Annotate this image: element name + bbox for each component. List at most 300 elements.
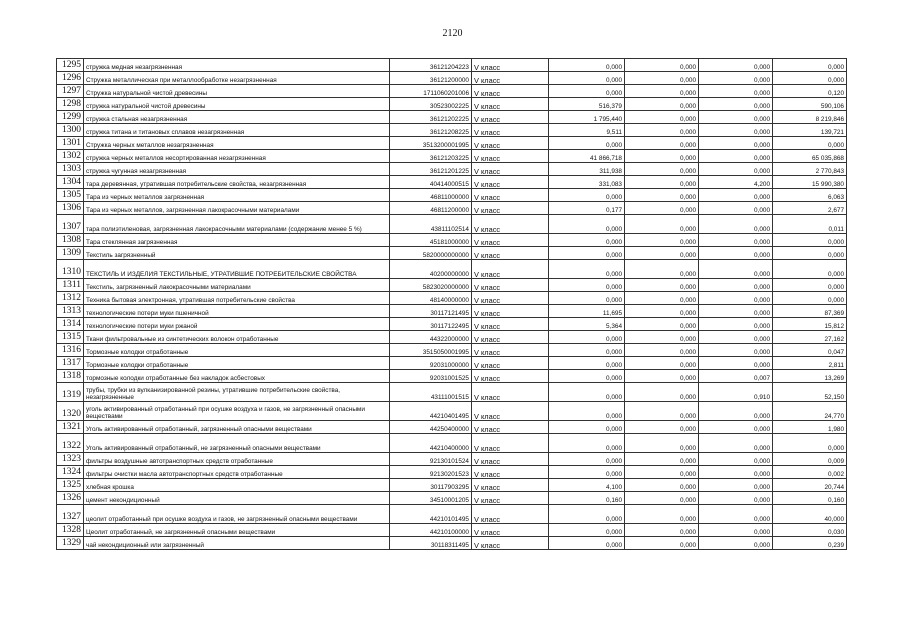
hazard-class: V класс	[472, 318, 549, 331]
hazard-class: V класс	[472, 357, 549, 370]
waste-name: цеолит отработанный при осушке воздуха и газов, не загрязненный опасными веществами	[84, 505, 390, 524]
hazard-class: V класс	[472, 85, 549, 98]
value-4: 13,269	[773, 370, 847, 383]
row-number: 1311	[57, 279, 84, 292]
waste-name: Тормозные колодки отработанные	[84, 357, 390, 370]
row-number: 1299	[57, 111, 84, 124]
table-row	[57, 247, 847, 260]
waste-code: 45181000000	[390, 234, 472, 247]
waste-name: стружка черных металлов несортированная незагрязненная	[84, 150, 390, 163]
value-1: 0,000	[549, 370, 625, 383]
hazard-class: V класс	[472, 537, 549, 550]
waste-name: Тара из черных металлов, загрязненная лакокрасочными материалами	[84, 202, 390, 215]
waste-name: чай некондиционный или загрязненный	[84, 537, 390, 550]
value-1: 0,000	[549, 72, 625, 85]
waste-name: хлебная крошка	[84, 479, 390, 492]
value-2: 0,000	[625, 202, 699, 215]
value-4: 24,770	[773, 402, 847, 421]
value-1: 0,000	[549, 247, 625, 260]
table-row	[57, 357, 847, 370]
waste-name: Тара из черных металлов загрязненная	[84, 189, 390, 202]
value-3: 0,000	[699, 234, 773, 247]
hazard-class: V класс	[472, 176, 549, 189]
value-3: 4,200	[699, 176, 773, 189]
value-2: 0,000	[625, 234, 699, 247]
value-1: 311,938	[549, 163, 625, 176]
waste-code: 36121200000	[390, 72, 472, 85]
waste-code: 92031001525	[390, 370, 472, 383]
value-3: 0,000	[699, 59, 773, 72]
value-4: 52,150	[773, 383, 847, 402]
row-number: 1317	[57, 357, 84, 370]
value-4: 0,120	[773, 85, 847, 98]
value-3: 0,910	[699, 383, 773, 402]
row-number: 1307	[57, 215, 84, 234]
hazard-class: V класс	[472, 260, 549, 279]
waste-code: 92130201523	[390, 466, 472, 479]
value-1: 0,000	[549, 434, 625, 453]
waste-name: тара полиэтиленовая, загрязненная лакокрасочными материалами (содержание менее 5 %)	[84, 215, 390, 234]
waste-name: фильтры воздушные автотранспортных средств отработанные	[84, 453, 390, 466]
waste-name: Текстиль, загрязненный лакокрасочными материалами	[84, 279, 390, 292]
hazard-class: V класс	[472, 98, 549, 111]
table-row	[57, 305, 847, 318]
value-2: 0,000	[625, 357, 699, 370]
value-3: 0,000	[699, 402, 773, 421]
value-2: 0,000	[625, 189, 699, 202]
value-2: 0,000	[625, 260, 699, 279]
table-row	[57, 505, 847, 524]
value-2: 0,000	[625, 344, 699, 357]
hazard-class: V класс	[472, 59, 549, 72]
value-4: 0,011	[773, 215, 847, 234]
hazard-class: V класс	[472, 292, 549, 305]
table-row	[57, 150, 847, 163]
row-number: 1303	[57, 163, 84, 176]
hazard-class: V класс	[472, 370, 549, 383]
value-2: 0,000	[625, 318, 699, 331]
value-4: 0,000	[773, 234, 847, 247]
waste-code: 44210400000	[390, 434, 472, 453]
waste-code: 30117122495	[390, 318, 472, 331]
waste-name: Стружка натуральной чистой древесины	[84, 85, 390, 98]
value-1: 41 866,718	[549, 150, 625, 163]
value-1: 0,177	[549, 202, 625, 215]
value-1: 0,000	[549, 402, 625, 421]
page-number: 2120	[442, 28, 463, 39]
value-1: 0,000	[549, 215, 625, 234]
waste-code: 44210401495	[390, 402, 472, 421]
table-row	[57, 434, 847, 453]
table-row	[57, 85, 847, 98]
value-2: 0,000	[625, 305, 699, 318]
value-1: 0,000	[549, 524, 625, 537]
value-2: 0,000	[625, 434, 699, 453]
value-4: 87,369	[773, 305, 847, 318]
value-2: 0,000	[625, 383, 699, 402]
waste-name: Тара стеклянная загрязненная	[84, 234, 390, 247]
waste-name: стружка титана и титановых сплавов незагрязненная	[84, 124, 390, 137]
table-row	[57, 124, 847, 137]
value-1: 0,000	[549, 234, 625, 247]
waste-code: 46811200000	[390, 202, 472, 215]
table-row	[57, 59, 847, 72]
row-number: 1312	[57, 292, 84, 305]
value-3: 0,000	[699, 318, 773, 331]
value-1: 0,000	[549, 260, 625, 279]
row-number: 1313	[57, 305, 84, 318]
value-3: 0,000	[699, 150, 773, 163]
value-2: 0,000	[625, 492, 699, 505]
value-1: 5,364	[549, 318, 625, 331]
hazard-class: V класс	[472, 150, 549, 163]
value-4: 15 990,380	[773, 176, 847, 189]
hazard-class: V класс	[472, 111, 549, 124]
waste-code: 44322000000	[390, 331, 472, 344]
waste-code: 44250400000	[390, 421, 472, 434]
hazard-class: V класс	[472, 215, 549, 234]
value-3: 0,000	[699, 524, 773, 537]
value-4: 65 035,868	[773, 150, 847, 163]
waste-name: тормозные колодки отработанные без накладок асбестовых	[84, 370, 390, 383]
value-3: 0,000	[699, 344, 773, 357]
value-2: 0,000	[625, 163, 699, 176]
value-2: 0,000	[625, 247, 699, 260]
table-row	[57, 402, 847, 421]
hazard-class: V класс	[472, 234, 549, 247]
row-number: 1316	[57, 344, 84, 357]
waste-name: Уголь активированный отработанный, загрязненный опасными веществами	[84, 421, 390, 434]
value-4: 0,000	[773, 59, 847, 72]
waste-name: Текстиль загрязненный	[84, 247, 390, 260]
value-4: 1,980	[773, 421, 847, 434]
value-1: 0,000	[549, 453, 625, 466]
value-4: 27,162	[773, 331, 847, 344]
waste-code: 48140000000	[390, 292, 472, 305]
hazard-class: V класс	[472, 189, 549, 202]
value-3: 0,000	[699, 85, 773, 98]
value-4: 0,000	[773, 434, 847, 453]
value-3: 0,000	[699, 279, 773, 292]
value-3: 0,007	[699, 370, 773, 383]
value-1: 0,000	[549, 357, 625, 370]
waste-code: 44210101495	[390, 505, 472, 524]
value-2: 0,000	[625, 279, 699, 292]
waste-name: технологические потери муки пшеничной	[84, 305, 390, 318]
table-row	[57, 466, 847, 479]
value-4: 590,106	[773, 98, 847, 111]
value-3: 0,000	[699, 505, 773, 524]
value-2: 0,000	[625, 524, 699, 537]
table-row	[57, 383, 847, 402]
waste-code: 40414000515	[390, 176, 472, 189]
value-4: 2,677	[773, 202, 847, 215]
value-3: 0,000	[699, 331, 773, 344]
table-row	[57, 98, 847, 111]
value-4: 0,000	[773, 260, 847, 279]
value-2: 0,000	[625, 505, 699, 524]
row-number: 1297	[57, 85, 84, 98]
value-2: 0,000	[625, 479, 699, 492]
waste-code: 34510001205	[390, 492, 472, 505]
waste-code: 43111001515	[390, 383, 472, 402]
hazard-class: V класс	[472, 383, 549, 402]
hazard-class: V класс	[472, 479, 549, 492]
hazard-class: V класс	[472, 492, 549, 505]
value-4: 8 219,846	[773, 111, 847, 124]
value-3: 0,000	[699, 466, 773, 479]
row-number: 1300	[57, 124, 84, 137]
row-number: 1304	[57, 176, 84, 189]
value-2: 0,000	[625, 331, 699, 344]
waste-name: Стружка металлическая при металлообработке незагрязненная	[84, 72, 390, 85]
waste-code: 30117121495	[390, 305, 472, 318]
value-1: 0,000	[549, 85, 625, 98]
value-1: 11,695	[549, 305, 625, 318]
value-1: 0,000	[549, 421, 625, 434]
table-row	[57, 524, 847, 537]
table-row	[57, 453, 847, 466]
hazard-class: V класс	[472, 124, 549, 137]
row-number: 1325	[57, 479, 84, 492]
row-number: 1320	[57, 402, 84, 421]
waste-code: 40200000000	[390, 260, 472, 279]
table-row	[57, 215, 847, 234]
value-1: 0,000	[549, 466, 625, 479]
row-number: 1296	[57, 72, 84, 85]
value-1: 9,511	[549, 124, 625, 137]
value-1: 0,000	[549, 189, 625, 202]
row-number: 1308	[57, 234, 84, 247]
row-number: 1321	[57, 421, 84, 434]
table-row	[57, 72, 847, 85]
value-4: 20,744	[773, 479, 847, 492]
waste-name: трубы, трубки из вулканизированной резины, утратившие потребительские свойства, незагрязненные	[84, 383, 390, 402]
value-3: 0,000	[699, 163, 773, 176]
table-row	[57, 176, 847, 189]
waste-code: 30117903295	[390, 479, 472, 492]
hazard-class: V класс	[472, 344, 549, 357]
waste-name: ТЕКСТИЛЬ И ИЗДЕЛИЯ ТЕКСТИЛЬНЫЕ, УТРАТИВШИЕ ПОТРЕБИТЕЛЬСКИЕ СВОЙСТВА	[84, 260, 390, 279]
waste-name: Ткани фильтровальные из синтетических волокон отработанные	[84, 331, 390, 344]
waste-name: стружка чугунная незагрязненная	[84, 163, 390, 176]
value-2: 0,000	[625, 111, 699, 124]
waste-code: 36121203225	[390, 150, 472, 163]
waste-name: Цеолит отработанный, не загрязненный опасными веществами	[84, 524, 390, 537]
row-number: 1309	[57, 247, 84, 260]
value-2: 0,000	[625, 85, 699, 98]
waste-code: 30118311495	[390, 537, 472, 550]
waste-code: 36121208225	[390, 124, 472, 137]
table-row	[57, 279, 847, 292]
value-1: 0,000	[549, 279, 625, 292]
value-3: 0,000	[699, 111, 773, 124]
table-row	[57, 163, 847, 176]
table-row	[57, 331, 847, 344]
value-2: 0,000	[625, 124, 699, 137]
value-4: 0,239	[773, 537, 847, 550]
waste-code: 43811102514	[390, 215, 472, 234]
hazard-class: V класс	[472, 202, 549, 215]
waste-code: 36121202225	[390, 111, 472, 124]
table-row	[57, 202, 847, 215]
value-3: 0,000	[699, 98, 773, 111]
value-4: 0,009	[773, 453, 847, 466]
hazard-class: V класс	[472, 402, 549, 421]
table-row	[57, 344, 847, 357]
value-3: 0,000	[699, 479, 773, 492]
value-2: 0,000	[625, 59, 699, 72]
value-4: 6,063	[773, 189, 847, 202]
row-number: 1314	[57, 318, 84, 331]
value-2: 0,000	[625, 466, 699, 479]
row-number: 1319	[57, 383, 84, 402]
waste-code: 46811000000	[390, 189, 472, 202]
value-4: 139,721	[773, 124, 847, 137]
value-4: 0,000	[773, 72, 847, 85]
value-3: 0,000	[699, 72, 773, 85]
value-3: 0,000	[699, 292, 773, 305]
hazard-class: V класс	[472, 466, 549, 479]
row-number: 1302	[57, 150, 84, 163]
row-number: 1295	[57, 59, 84, 72]
value-3: 0,000	[699, 215, 773, 234]
waste-code: 3515050001995	[390, 344, 472, 357]
hazard-class: V класс	[472, 163, 549, 176]
value-2: 0,000	[625, 402, 699, 421]
value-4: 0,000	[773, 279, 847, 292]
waste-name: технологические потери муки ржаной	[84, 318, 390, 331]
row-number: 1315	[57, 331, 84, 344]
waste-name: Стружка черных металлов незагрязненная	[84, 137, 390, 150]
value-3: 0,000	[699, 357, 773, 370]
waste-code: 36121201225	[390, 163, 472, 176]
row-number: 1298	[57, 98, 84, 111]
value-4: 0,000	[773, 137, 847, 150]
row-number: 1306	[57, 202, 84, 215]
row-number: 1301	[57, 137, 84, 150]
row-number: 1305	[57, 189, 84, 202]
value-1: 0,000	[549, 292, 625, 305]
waste-code: 5820000000000	[390, 247, 472, 260]
value-3: 0,000	[699, 537, 773, 550]
waste-code: 30523002225	[390, 98, 472, 111]
value-4: 2,811	[773, 357, 847, 370]
value-1: 516,379	[549, 98, 625, 111]
value-3: 0,000	[699, 492, 773, 505]
waste-name: Техника бытовая электронная, утратившая потребительские свойства	[84, 292, 390, 305]
row-number: 1328	[57, 524, 84, 537]
value-2: 0,000	[625, 370, 699, 383]
hazard-class: V класс	[472, 247, 549, 260]
hazard-class: V класс	[472, 305, 549, 318]
value-1: 0,000	[549, 59, 625, 72]
value-2: 0,000	[625, 537, 699, 550]
value-3: 0,000	[699, 305, 773, 318]
row-number: 1327	[57, 505, 84, 524]
value-1: 0,000	[549, 331, 625, 344]
value-1: 0,000	[549, 137, 625, 150]
hazard-class: V класс	[472, 331, 549, 344]
table-row	[57, 492, 847, 505]
hazard-class: V класс	[472, 505, 549, 524]
value-3: 0,000	[699, 189, 773, 202]
value-2: 0,000	[625, 72, 699, 85]
hazard-class: V класс	[472, 279, 549, 292]
value-4: 0,000	[773, 247, 847, 260]
value-3: 0,000	[699, 260, 773, 279]
waste-code: 44210100000	[390, 524, 472, 537]
value-4: 40,000	[773, 505, 847, 524]
hazard-class: V класс	[472, 453, 549, 466]
value-4: 0,002	[773, 466, 847, 479]
value-2: 0,000	[625, 98, 699, 111]
waste-table	[56, 58, 847, 550]
row-number: 1329	[57, 537, 84, 550]
waste-code: 1711060201006	[390, 85, 472, 98]
waste-name: фильтры очистки масла автотранспортных средств отработанные	[84, 466, 390, 479]
table-row	[57, 189, 847, 202]
waste-code: 5823020000000	[390, 279, 472, 292]
table-row	[57, 260, 847, 279]
waste-code: 92130101524	[390, 453, 472, 466]
value-3: 0,000	[699, 434, 773, 453]
value-3: 0,000	[699, 202, 773, 215]
value-4: 2 770,843	[773, 163, 847, 176]
value-4: 0,047	[773, 344, 847, 357]
hazard-class: V класс	[472, 524, 549, 537]
value-1: 1 795,440	[549, 111, 625, 124]
waste-code: 36121204223	[390, 59, 472, 72]
waste-name: цемент некондиционный	[84, 492, 390, 505]
waste-name: Уголь активированный отработанный, не загрязненный опасными веществами	[84, 434, 390, 453]
value-1: 0,000	[549, 505, 625, 524]
hazard-class: V класс	[472, 137, 549, 150]
waste-name: стружка стальная незагрязненная	[84, 111, 390, 124]
value-2: 0,000	[625, 137, 699, 150]
value-2: 0,000	[625, 215, 699, 234]
hazard-class: V класс	[472, 421, 549, 434]
value-2: 0,000	[625, 150, 699, 163]
table-row	[57, 370, 847, 383]
value-1: 0,000	[549, 537, 625, 550]
row-number: 1324	[57, 466, 84, 479]
waste-name: уголь активированный отработанный при осушке воздуха и газов, не загрязненный опасными веществами	[84, 402, 390, 421]
table-row	[57, 421, 847, 434]
waste-code: 92031000000	[390, 357, 472, 370]
value-1: 0,000	[549, 344, 625, 357]
table-row	[57, 137, 847, 150]
value-1: 0,160	[549, 492, 625, 505]
row-number: 1323	[57, 453, 84, 466]
value-3: 0,000	[699, 247, 773, 260]
value-4: 15,812	[773, 318, 847, 331]
value-4: 0,030	[773, 524, 847, 537]
waste-name: стружка медная незагрязненная	[84, 59, 390, 72]
value-2: 0,000	[625, 292, 699, 305]
table-row	[57, 479, 847, 492]
value-4: 0,000	[773, 292, 847, 305]
value-1: 4,100	[549, 479, 625, 492]
table-row	[57, 234, 847, 247]
row-number: 1322	[57, 434, 84, 453]
table-row	[57, 111, 847, 124]
value-4: 0,160	[773, 492, 847, 505]
value-1: 331,083	[549, 176, 625, 189]
table-row	[57, 537, 847, 550]
hazard-class: V класс	[472, 72, 549, 85]
value-2: 0,000	[625, 421, 699, 434]
